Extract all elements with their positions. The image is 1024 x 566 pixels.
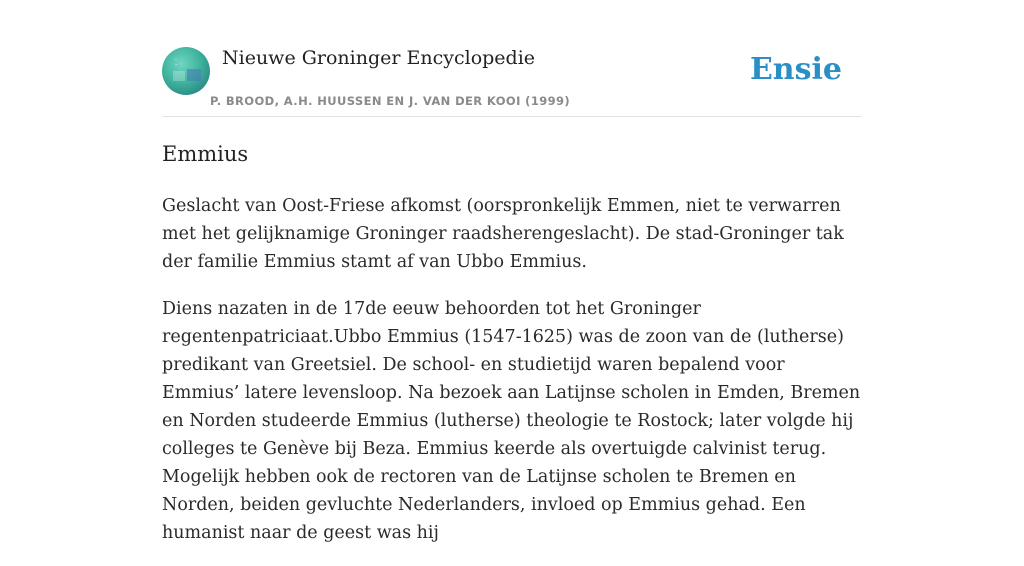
encyclopedia-title-link[interactable]: Nieuwe Groninger Encyclopedie xyxy=(222,47,536,69)
article-body xyxy=(162,192,862,566)
book-cover-detail xyxy=(171,55,201,87)
article-paragraph-2: Diens nazaten in de 17de eeuw behoorden tot het Groninger regentenpatriciaat.Ubbo Emmius (1547-1625) was de zoon van de (lutherse) predikant van Greetsiel. De school- en studietijd waren bepalend voor Emmius’ latere levensloop. Na bezoek aan Latijnse scholen in Emden, Bremen en Norden studeerde Emmius (lutherse) theologie te Rostock; later volgde hij colleges te Genève bij Beza. Emmius keerde als overtuigde calvinist terug. Mogelijk hebben ook de rectoren van de Latijnse scholen te Bremen en Norden, beiden gevluchte Nederlanders, invloed op Emmius gehad. Een humanist naar de geest was hij xyxy=(162,299,861,543)
ensie-logo-link[interactable]: Ensie xyxy=(749,52,842,87)
authors-line: P. BROOD, A.H. HUUSSEN EN J. VAN DER KOOI (1999) xyxy=(210,94,571,108)
article-paragraph-1: Geslacht van Oost-Friese afkomst (oorspronkelijk Emmen, niet te verwarren met het gelijknamige Groninger raadsherengeslacht). De stad-Groninger tak der familie Emmius stamt af van Ubbo Emmius. xyxy=(162,196,844,272)
book-cover-icon[interactable] xyxy=(162,47,210,95)
article-title: Emmius xyxy=(162,142,249,166)
page-header xyxy=(162,46,862,117)
